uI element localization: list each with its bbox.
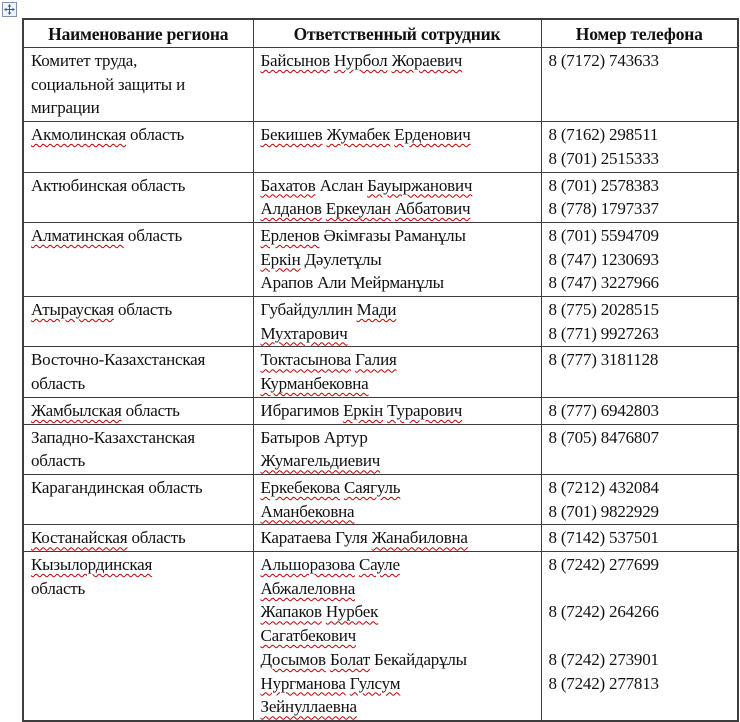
text-run: 8 (777) 6942803 [548,400,659,420]
phone-cell[interactable] [541,397,738,424]
misspelled-word: Жапаков [260,602,322,622]
misspelled-word: Жумабек [326,125,391,145]
text-run: область [123,225,182,245]
phone-cell[interactable] [541,347,738,397]
cell-line [31,426,248,450]
employee-cell[interactable] [253,474,541,524]
cell-line [261,672,536,696]
cell-line [31,449,248,473]
cell-line [261,224,536,248]
text-run: область [31,578,86,598]
text-run: Западно-Казахстанская [31,427,195,447]
phone-cell[interactable] [541,525,738,552]
text-run: 8 (771) 9927263 [548,323,659,343]
cell-line [261,648,536,672]
region-cell[interactable] [23,552,253,721]
cell-line [31,49,248,73]
cell-line [31,96,248,120]
text-run: 8 (7162) 298511 [548,125,659,145]
move-icon [4,4,15,15]
table-row [23,222,738,296]
cell-line [549,248,733,272]
phone-cell[interactable] [541,172,738,222]
misspelled-word: Ерленов [260,225,320,245]
cell-line [549,553,733,577]
misspelled-word: Нурбек [325,602,379,622]
phone-cell[interactable] [541,297,738,347]
misspelled-word: Бахатов [260,175,316,195]
cell-line [261,449,536,473]
region-cell[interactable] [23,525,253,552]
cell-line [549,399,733,423]
cell-line [31,174,248,198]
cell-line [261,426,536,450]
text-run: Батыров Артур [260,427,368,447]
phone-cell[interactable] [541,48,738,122]
misspelled-word: Нургманова [260,673,346,693]
text-run: 8 (747) 3227966 [548,273,659,293]
cell-line [549,695,733,719]
text-run: 8 (7142) 537501 [548,528,659,548]
cell-line [549,577,733,601]
text-run: 8 (7212) 432084 [548,477,659,497]
misspelled-word: Еркебекова [260,477,340,497]
misspelled-word: Бекишев [260,125,323,145]
cell-line [261,248,536,272]
misspelled-word: Токтасынова [260,350,352,370]
cell-line [549,224,733,248]
table-row [23,297,738,347]
header-row [23,19,738,48]
misspelled-word: Еркеулан [325,199,391,219]
region-cell[interactable] [23,424,253,474]
text-run: Аслан [315,175,368,195]
text-run: область [31,374,86,394]
text-run: Каратаева Гуля [260,528,372,548]
cell-line [31,553,248,577]
cell-line [31,526,248,550]
misspelled-word: Кызылординская [31,555,153,575]
table-row [23,172,738,222]
misspelled-word: Бауыржанович [367,175,473,195]
region-cell[interactable] [23,48,253,122]
misspelled-word: Костанайская [31,528,128,548]
cell-line [261,526,536,550]
cell-line [261,372,536,396]
cell-line [549,298,733,322]
contacts-table [22,18,739,722]
text-run: 8 (7242) 273901 [548,649,659,669]
text-run: миграции [31,98,100,118]
cell-line [549,624,733,648]
text-run: 8 (7242) 277699 [548,555,659,575]
cell-line [261,49,536,73]
text-run: 8 (747) 1230693 [548,249,659,269]
cell-line [549,147,733,171]
table-row [23,347,738,397]
employee-cell[interactable] [253,48,541,122]
employee-cell[interactable] [253,122,541,172]
misspelled-word: Галия [355,350,397,370]
text-run: Губайдуллин [260,300,357,320]
text-run: 8 (701) 2515333 [548,148,659,168]
cell-line [31,348,248,372]
cell-line [549,526,733,550]
text-run: Восточно-Казахстанская [31,350,206,370]
cell-line [549,174,733,198]
text-run: 8 (7242) 264266 [548,602,659,622]
cell-line [549,500,733,524]
table-row [23,122,738,172]
misspelled-word: Байсынов [260,51,330,70]
misspelled-word: Аманбековна [260,501,355,521]
text-run: 8 (777) 3181128 [548,350,659,370]
cell-line [549,672,733,696]
region-cell[interactable] [23,347,253,397]
header-phone: Номер телефона [541,19,738,48]
misspelled-word: Жамбылская [31,400,122,420]
employee-cell[interactable] [253,172,541,222]
region-cell[interactable] [23,474,253,524]
text-run: Комитет труда, [31,51,138,70]
misspelled-word: Сауле [358,555,400,575]
cell-line [31,224,248,248]
misspelled-word: Еркін [260,249,301,269]
cell-line [261,123,536,147]
cell-line [31,123,248,147]
misspelled-word: Сагатбекович [260,626,357,646]
cell-line [261,500,536,524]
cell-line [261,271,536,295]
cell-line [549,648,733,672]
cell-line [31,73,248,97]
text-run: область [31,451,86,471]
contacts-table-body [23,48,738,721]
misspelled-word: Абжалеловна [260,578,356,598]
cell-line [549,348,733,372]
text-run: 8 (7172) 743633 [548,51,659,70]
misspelled-word: Саягуль [344,477,401,497]
misspelled-word: Жанабиловна [371,528,468,548]
phone-cell[interactable] [541,222,738,296]
text-run: Актюбинская область [31,175,186,195]
cell-line [261,298,536,322]
cell-line [549,49,733,73]
cell-line [549,197,733,221]
cell-line [261,600,536,624]
misspelled-word: Курманбековна [260,374,369,394]
table-row [23,397,738,424]
text-run: Ибрагимов [260,400,344,420]
region-cell[interactable] [23,397,253,424]
text-run: 8 (705) 8476807 [548,427,659,447]
table-row [23,424,738,474]
employee-cell[interactable] [253,297,541,347]
misspelled-word: Мади [356,300,397,320]
text-run: 8 (778) 1797337 [548,199,659,219]
text-run: 8 (775) 2028515 [548,300,659,320]
employee-cell[interactable] [253,397,541,424]
text-run: Дәулетұлы [300,249,382,269]
cell-line [31,298,248,322]
misspelled-word: Еркін [343,400,384,420]
misspelled-word: Ерденович [394,125,471,145]
cell-line [261,553,536,577]
text-run: социальной защиты и [31,74,185,94]
cell-line [31,399,248,423]
region-cell[interactable] [23,297,253,347]
employee-cell[interactable] [253,525,541,552]
text-run: Әкімғазы Раманұлы [319,225,466,245]
table-row [23,525,738,552]
misspelled-word: Атырауская [31,300,114,320]
text-run: 8 (7242) 277813 [548,673,659,693]
misspelled-word: Акмолинская [31,125,126,145]
cell-line [549,123,733,147]
text-run: область [125,125,185,145]
cell-line [31,476,248,500]
table-move-handle[interactable] [2,2,17,17]
table-row [23,552,738,721]
table-row [23,48,738,122]
text-run: 8 (701) 2578383 [548,175,659,195]
misspelled-word: Турарович [387,400,463,420]
cell-line [261,624,536,648]
employee-cell[interactable] [253,347,541,397]
misspelled-word: Досымов [260,649,326,669]
cell-line [549,426,733,450]
misspelled-word: Алматинская [31,225,124,245]
header-employee: Ответственный сотрудник [253,19,541,48]
text-run: область [113,300,173,320]
phone-cell[interactable] [541,424,738,474]
text-run: область [121,400,180,420]
table-row [23,474,738,524]
cell-line [31,577,248,601]
misspelled-word: Алданов [260,199,322,219]
employee-cell[interactable] [253,424,541,474]
text-run: 8 (701) 9822929 [548,501,659,521]
misspelled-word: Зейнуллаевна [260,697,357,717]
misspelled-word: Мухтарович [260,323,348,343]
misspelled-word: Жораевич [391,51,463,70]
cell-line [261,695,536,719]
cell-line [261,577,536,601]
header-region: Наименование региона [23,19,253,48]
phone-cell[interactable] [541,552,738,721]
text-run: область [127,528,186,548]
cell-line [549,322,733,346]
cell-line [31,372,248,396]
cell-line [549,600,733,624]
phone-cell[interactable] [541,122,738,172]
cell-line [549,271,733,295]
cell-line [549,476,733,500]
region-cell[interactable] [23,122,253,172]
cell-line [261,197,536,221]
cell-line [261,476,536,500]
text-run: Карагандинская область [31,477,203,497]
misspelled-word: Гулсум [349,673,401,693]
misspelled-word: Нурбол [333,51,388,70]
employee-cell[interactable] [253,552,541,721]
misspelled-word: Аббатович [394,199,471,219]
phone-cell[interactable] [541,474,738,524]
text-run: 8 (701) 5594709 [548,225,659,245]
misspelled-word: Альшоразова [260,555,355,575]
employee-cell[interactable] [253,222,541,296]
misspelled-word: Болат [329,649,370,669]
text-run: Арапов Али Мейрманұлы [260,273,444,293]
text-run: Бекайдарұлы [370,649,467,669]
region-cell[interactable] [23,222,253,296]
cell-line [261,174,536,198]
cell-line [261,399,536,423]
cell-line [261,348,536,372]
misspelled-word: Жумагельдиевич [260,451,381,471]
cell-line [261,322,536,346]
region-cell[interactable] [23,172,253,222]
